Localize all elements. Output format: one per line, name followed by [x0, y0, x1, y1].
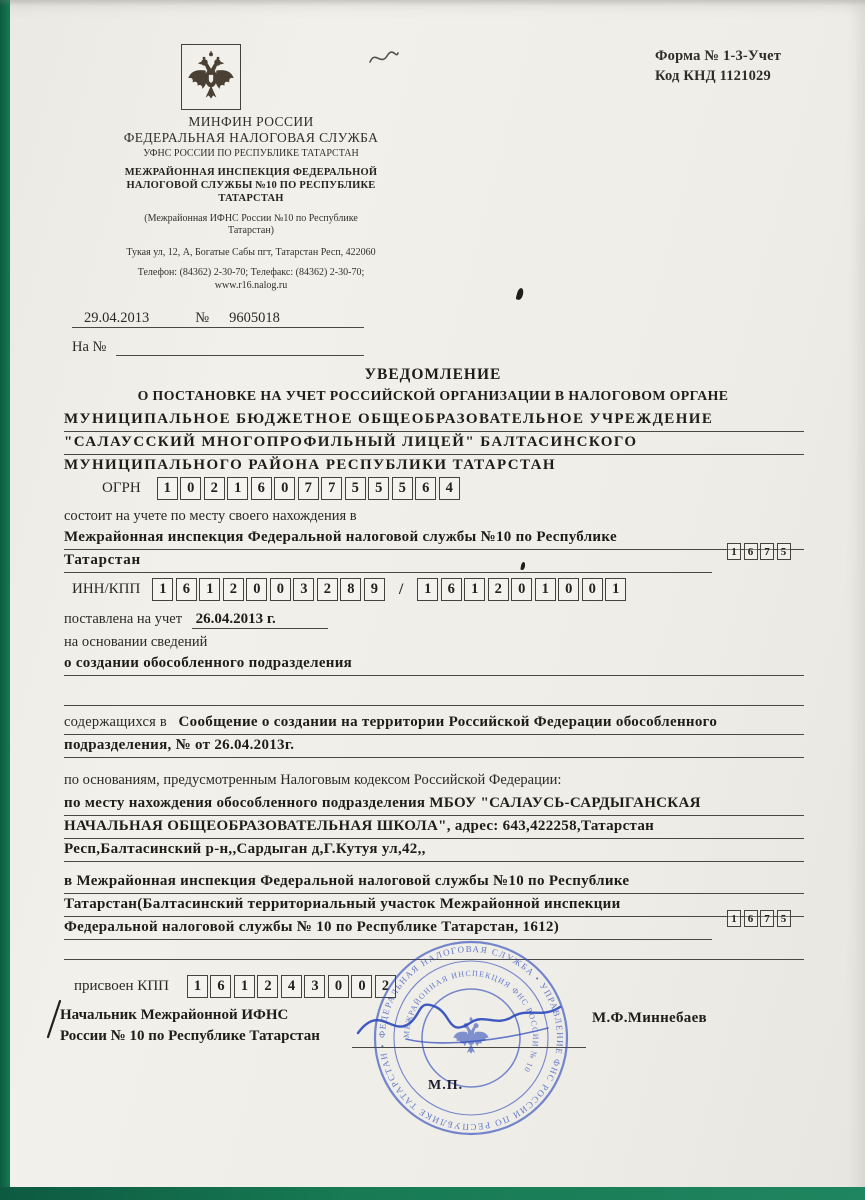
digit-cell: 6: [210, 975, 231, 998]
digit-cell: 2: [488, 578, 509, 601]
stamp-inner-ring-text: МЕЖРАЙОННАЯ ИНСПЕКЦИЯ ФНС РОССИИ № 10: [401, 968, 541, 1075]
grounds-line2: НАЧАЛЬНАЯ ОБЩЕОБРАЗОВАТЕЛЬНАЯ ШКОЛА", адрес: 643,422258,Татарстан: [64, 816, 804, 839]
digit-cell: 6: [441, 578, 462, 601]
digit-cell: 0: [582, 578, 603, 601]
signatory-position-line2: России № 10 по Республике Татарстан: [60, 1028, 320, 1044]
scan-edge-left: [0, 0, 10, 1200]
digit-cell: 4: [439, 477, 460, 500]
grounds-intro-text: по основаниям, предусмотренным Налоговым кодексом Российской Федерации:: [64, 772, 562, 788]
digit-cell: 1: [605, 578, 626, 601]
knd-code: Код КНД 1121029: [655, 68, 771, 84]
number-sign-label: №: [195, 310, 210, 326]
digit-cell: 0: [246, 578, 267, 601]
kpp-digit-boxes: [417, 578, 626, 601]
digit-cell: 0: [270, 578, 291, 601]
double-eagle-emblem-icon: [184, 47, 238, 107]
digit-cell: 2: [204, 477, 225, 500]
organization-name-line2: "САЛАУССКИЙ МНОГОПРОФИЛЬНЫЙ ЛИЦЕЙ" БАЛТАСИНСКОГО: [64, 432, 804, 455]
new-authority-line3: Федеральной налоговой службы № 10 по Республике Татарстан, 1612): [64, 917, 712, 940]
inspection-website: www.r16.nalog.ru: [214, 279, 288, 291]
registration-date-line: [64, 611, 328, 628]
digit-cell: 3: [293, 578, 314, 601]
digit-cell: 1: [417, 578, 438, 601]
digit-cell: 1: [234, 975, 255, 998]
inn-digit-boxes: [152, 578, 385, 601]
digit-cell: 0: [274, 477, 295, 500]
regional-office-name: УФНС РОССИИ ПО РЕСПУБЛИКЕ ТАТАРСТАН: [143, 148, 359, 159]
digit-cell: 9: [364, 578, 385, 601]
digit-cell: 2: [375, 975, 396, 998]
digit-cell: 1: [199, 578, 220, 601]
digit-cell: 7: [760, 910, 774, 927]
new-authority-code-boxes: [727, 910, 791, 927]
service-name: ФЕДЕРАЛЬНАЯ НАЛОГОВАЯ СЛУЖБА: [123, 130, 379, 145]
digit-cell: 5: [368, 477, 389, 500]
ogrn-label: ОГРН: [102, 480, 141, 496]
stamp-place-label: М.П.: [428, 1078, 464, 1093]
form-number: Форма № 1-3-Учет: [655, 48, 782, 64]
grounds-line3: Респ,Балтасинский р-н,,Сардыган д,Г.Кутуя ул,42,,: [64, 839, 804, 862]
digit-cell: 6: [176, 578, 197, 601]
digit-cell: 2: [223, 578, 244, 601]
ink-mark: [516, 287, 525, 300]
inn-kpp-separator: /: [398, 580, 404, 598]
reply-to-row: [72, 334, 364, 356]
digit-cell: 0: [180, 477, 201, 500]
digit-cell: 0: [511, 578, 532, 601]
coat-of-arms-box: [181, 44, 241, 110]
digit-cell: 1: [157, 477, 178, 500]
digit-cell: 1: [535, 578, 556, 601]
document-title: [62, 366, 804, 404]
title-line1: УВЕДОМЛЕНИЕ: [364, 366, 502, 383]
reference-row: [72, 306, 364, 328]
document-number: 9605018: [229, 310, 280, 326]
reply-to-label: На №: [72, 339, 107, 355]
inspection-name: МЕЖРАЙОННАЯ ИНСПЕКЦИЯ ФЕДЕРАЛЬНОЙ НАЛОГОВОЙ СЛУЖБЫ №10 ПО РЕСПУБЛИКЕ ТАТАРСТАН: [124, 166, 378, 204]
scan-edge-top: [0, 0, 865, 6]
digit-cell: 2: [317, 578, 338, 601]
digit-cell: 1: [187, 975, 208, 998]
organization-name-line3: МУНИЦИПАЛЬНОГО РАЙОНА РЕСПУБЛИКИ ТАТАРСТАН: [64, 457, 556, 473]
digit-cell: 7: [760, 543, 774, 560]
new-authority-line1: в Межрайонная инспекция Федеральной налоговой службы №10 по Республике: [64, 871, 804, 894]
scan-edge-bottom: [0, 1187, 865, 1200]
signatory-name: М.Ф.Миннебаев: [592, 1010, 707, 1026]
new-authority-line2: Татарстан(Балтасинский территориальный участок Межрайонной инспекции: [64, 894, 804, 917]
digit-cell: 0: [328, 975, 349, 998]
organization-name-line1: МУНИЦИПАЛЬНОЕ БЮДЖЕТНОЕ ОБЩЕОБРАЗОВАТЕЛЬНОЕ УЧРЕЖДЕНИЕ: [64, 409, 804, 432]
ogrn-digit-boxes: [157, 477, 460, 500]
authority-line1: Межрайонная инспекция Федеральной налоговой службы №10 по Республике: [64, 527, 804, 550]
digit-cell: 1: [152, 578, 173, 601]
contained-in-label: содержащихся в: [64, 714, 167, 730]
letterhead: [58, 114, 444, 292]
digit-cell: 1: [227, 477, 248, 500]
digit-cell: 1: [727, 910, 741, 927]
inn-kpp-row: [72, 578, 626, 601]
registration-date-label: поставлена на учет: [64, 611, 183, 627]
digit-cell: 1: [464, 578, 485, 601]
assigned-kpp-row: [74, 975, 396, 998]
blank-ruled-line: [64, 684, 804, 706]
grounds-line1: по месту нахождения обособленного подразделения МБОУ "САЛАУСЬ-САРДЫГАНСКАЯ: [64, 793, 804, 816]
digit-cell: 6: [744, 543, 758, 560]
title-line2: О ПОСТАНОВКЕ НА УЧЕТ РОССИЙСКОЙ ОРГАНИЗАЦИИ В НАЛОГОВОМ ОРГАНЕ: [137, 388, 729, 403]
digit-cell: 1: [727, 543, 741, 560]
digit-cell: 0: [351, 975, 372, 998]
stamp-outer-ring-text: ФЕДЕРАЛЬНАЯ НАЛОГОВАЯ СЛУЖБА • УПРАВЛЕНИЕ ФНС РОССИИ ПО РЕСПУБЛИКЕ ТАТАРСТАН •: [376, 943, 566, 1133]
digit-cell: 2: [257, 975, 278, 998]
contained-in-line1: [64, 712, 804, 735]
assigned-kpp-label: присвоен КПП: [74, 978, 169, 994]
ogrn-row: [102, 477, 460, 500]
digit-cell: 5: [345, 477, 366, 500]
digit-cell: 7: [298, 477, 319, 500]
registration-date-value: 26.04.2013 г.: [192, 611, 328, 629]
digit-cell: 5: [777, 910, 791, 927]
form-code-block: [655, 46, 855, 86]
signatory-position: [60, 1005, 320, 1047]
digit-cell: 8: [340, 578, 361, 601]
authority-line2: Татарстан: [64, 550, 712, 573]
inspection-address: Тукая ул, 12, А, Богатые Сабы пгт, Татарстан Респ, 422060: [126, 246, 376, 258]
basis-value-line: о создании обособленного подразделения: [64, 653, 804, 676]
inspection-short-name: (Межрайонная ИФНС России №10 по Республике Татарстан): [144, 212, 358, 236]
handwritten-signature: [352, 993, 567, 1051]
digit-cell: 0: [558, 578, 579, 601]
document-date: 29.04.2013: [84, 310, 150, 326]
digit-cell: 6: [251, 477, 272, 500]
contained-in-line2: подразделения, № от 26.04.2013г.: [64, 735, 804, 758]
basis-label: на основании сведений: [64, 634, 208, 650]
authority-code-boxes: [727, 543, 791, 560]
ministry-name: МИНФИН РОССИИ: [188, 114, 314, 129]
digit-cell: 6: [744, 910, 758, 927]
contained-in-value1: Сообщение о создании на территории Российской Федерации обособленного: [178, 714, 718, 730]
inspection-phone: Телефон: (84362) 2-30-70; Телефакс: (84362) 2-30-70;: [137, 267, 365, 278]
digit-cell: 6: [415, 477, 436, 500]
inn-kpp-label: ИНН/КПП: [72, 581, 141, 597]
digit-cell: 7: [321, 477, 342, 500]
digit-cell: 5: [392, 477, 413, 500]
reply-to-blank-line: [116, 334, 364, 356]
digit-cell: 3: [304, 975, 325, 998]
pen-scribble-mark: [366, 48, 400, 68]
digit-cell: 5: [777, 543, 791, 560]
registered-location-text: состоит на учете по месту своего нахождения в: [64, 508, 357, 524]
signatory-position-line1: Начальник Межрайонной ИФНС: [60, 1007, 289, 1023]
digit-cell: 4: [281, 975, 302, 998]
